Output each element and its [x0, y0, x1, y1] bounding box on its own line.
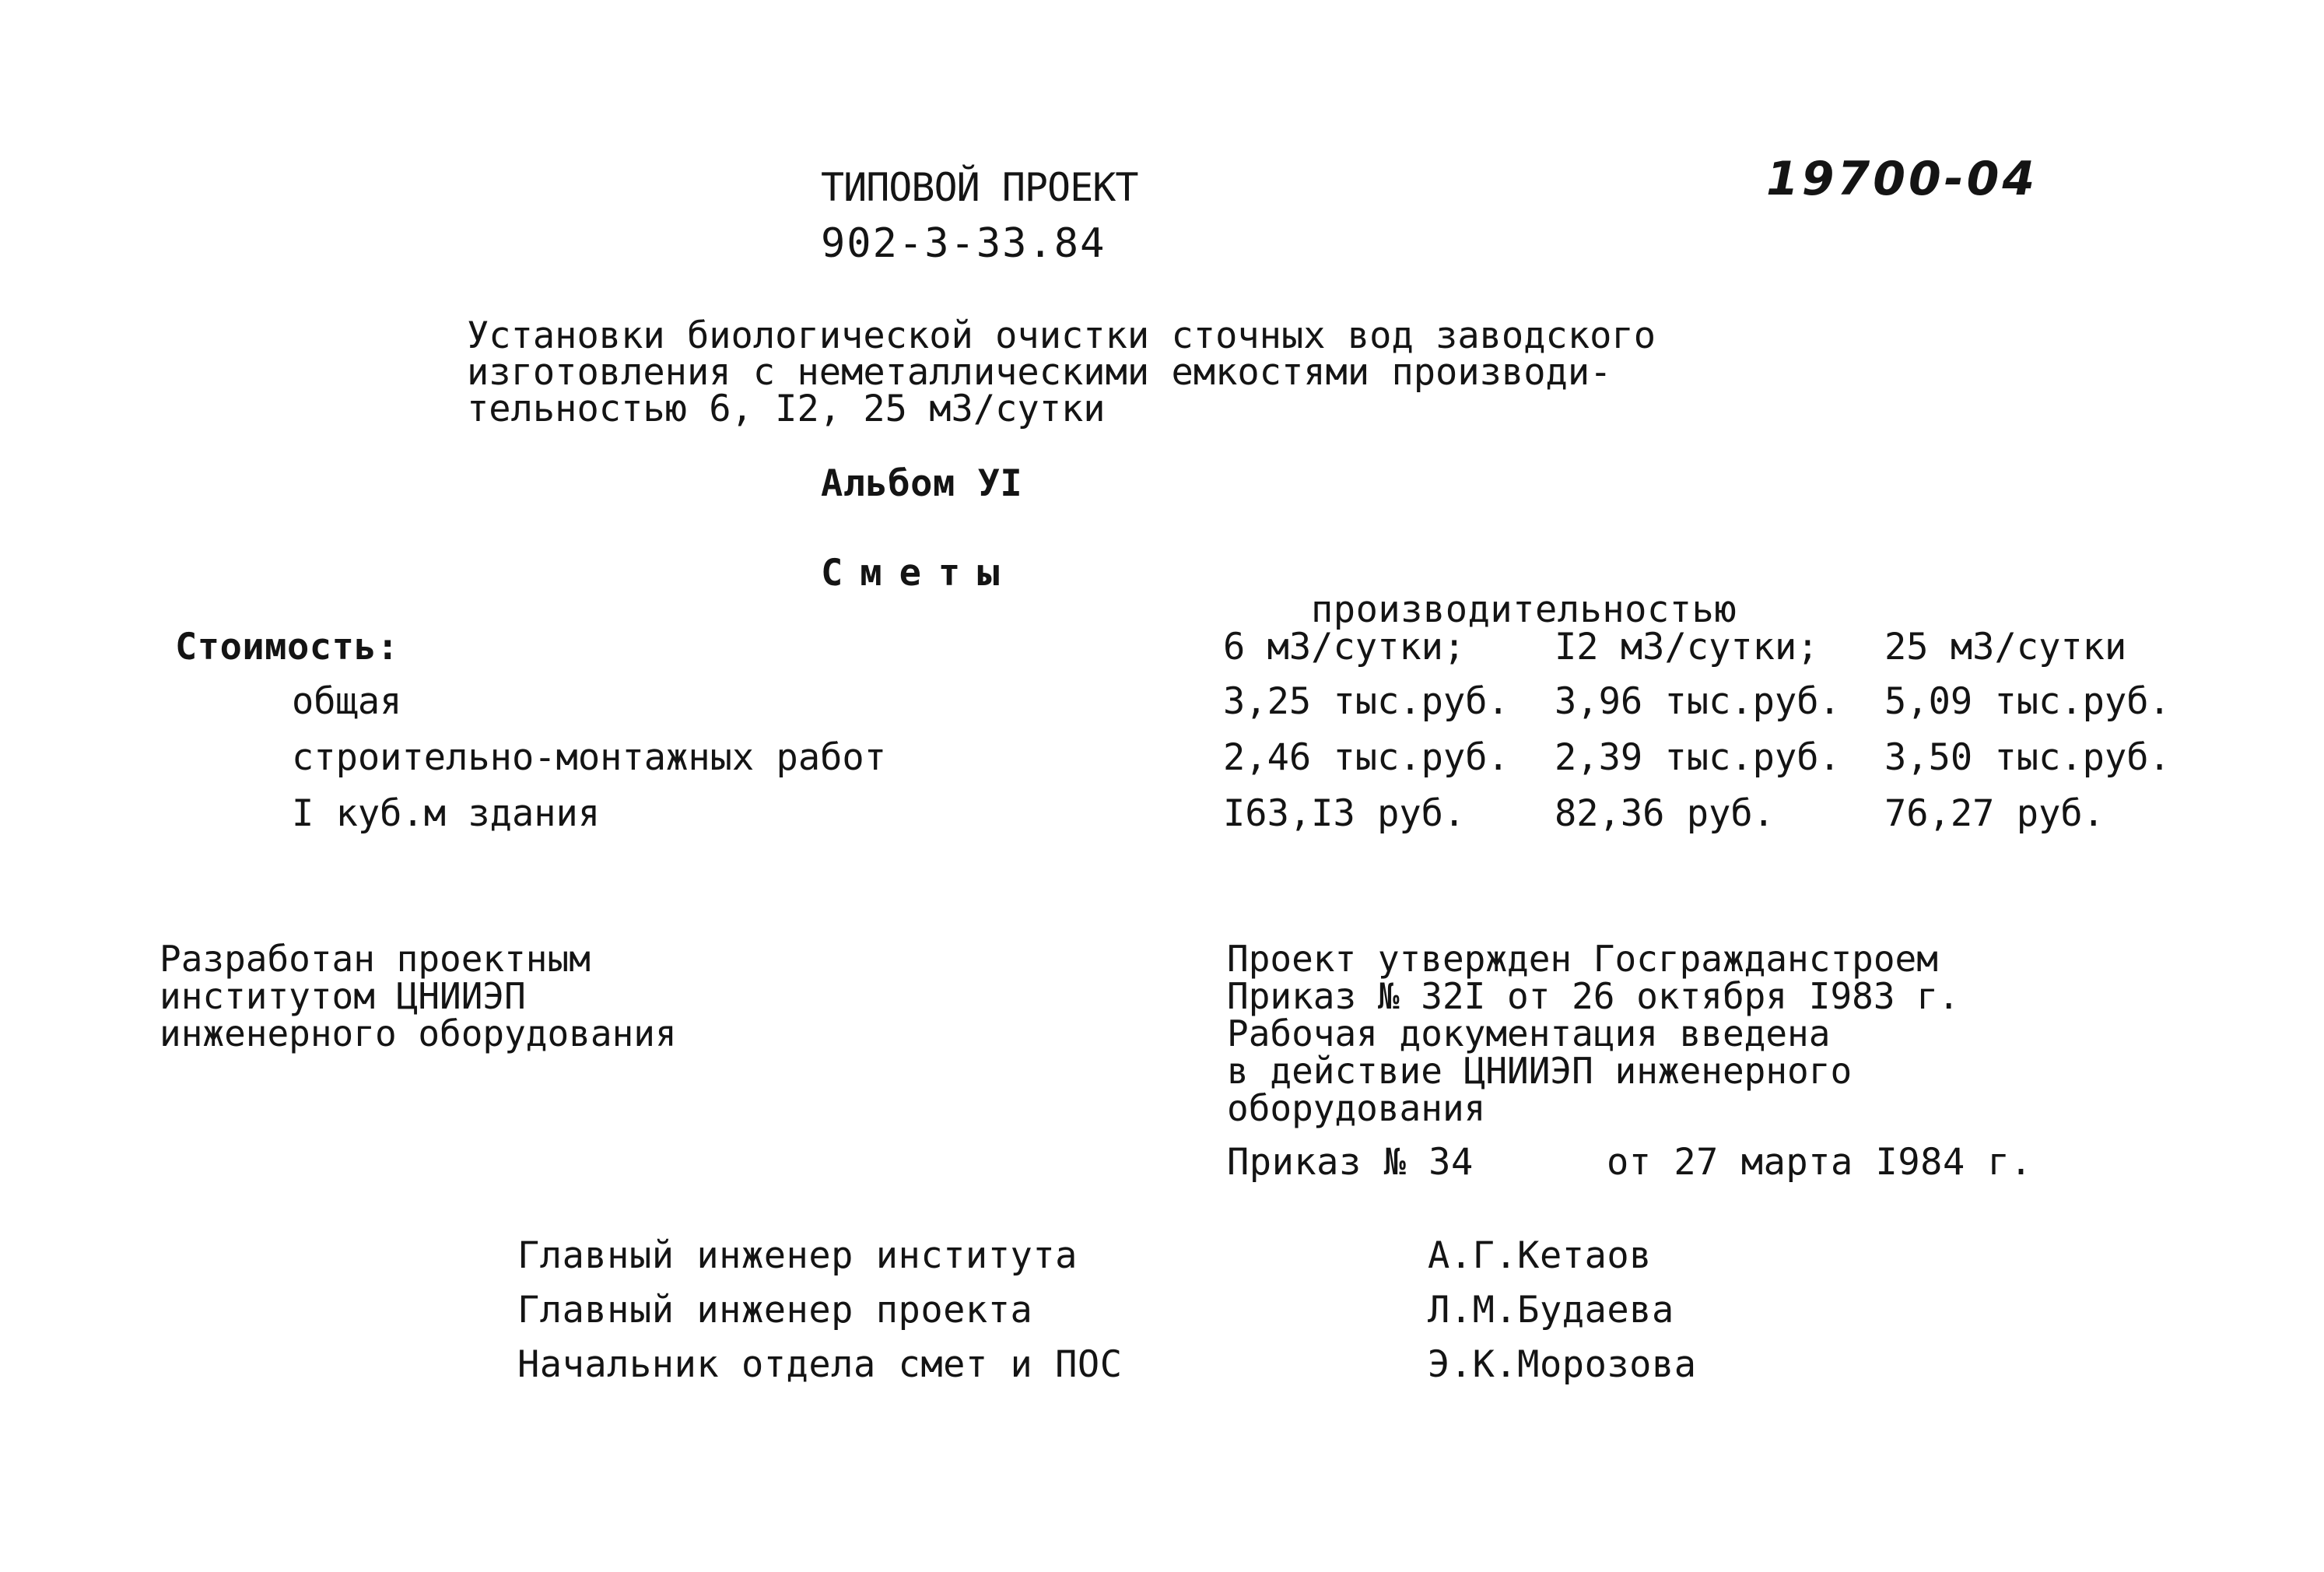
cost-cell: 3,50 тыс.руб. [1884, 736, 2171, 779]
cost-row-label: I куб.м здания [292, 792, 601, 835]
column-header-6: 6 мЗ/сутки; [1223, 626, 1466, 668]
doc-type-heading: ТИПОВОЙ ПРОЕКТ [821, 165, 1138, 210]
signature-name: А.Г.Кетаов [1428, 1234, 1652, 1277]
signature-role: Главный инженер проекта [517, 1289, 1033, 1332]
approval-line: оборудования [1227, 1087, 1486, 1129]
cost-cell: 3,25 тыс.руб. [1223, 680, 1509, 723]
approval-line: в действие ЦНИИЭП инженерного [1227, 1050, 1853, 1092]
developer-block [159, 940, 677, 1052]
signature-name: Л.М.Будаева [1428, 1289, 1674, 1332]
title-line: тельностью 6, I2, 25 мЗ/сутки [467, 388, 1106, 430]
order-date: от 27 марта I984 г. [1607, 1141, 2033, 1184]
registration-number: 19700-04 [1766, 152, 2038, 206]
cost-group-header: производительностью [1311, 588, 1737, 631]
project-number: 902-3-33.84 [821, 220, 1106, 267]
approval-block [1227, 940, 1960, 1127]
cost-cell: 5,09 тыс.руб. [1884, 680, 2171, 723]
column-header-12: I2 мЗ/сутки; [1555, 626, 1819, 668]
approval-line: Приказ № 32I от 26 октября I983 г. [1227, 975, 1960, 1017]
project-title [467, 314, 1656, 430]
album-number: Альбом УI [821, 462, 1023, 505]
signature-role: Начальник отдела смет и ПОС [517, 1343, 1123, 1386]
cost-cell: 2,39 тыс.руб. [1555, 736, 1841, 779]
order-number: Приказ № 34 [1227, 1141, 1474, 1184]
cost-row-label: строительно-монтажных работ [292, 736, 887, 779]
section-title: Сметы [821, 552, 1017, 595]
cost-row-label: общая [292, 680, 402, 723]
column-header-25: 25 мЗ/сутки [1884, 626, 2127, 668]
signature-name: Э.К.Морозова [1428, 1343, 1697, 1386]
title-line: изготовления с неметаллическими емкостями производи- [467, 351, 1612, 394]
cost-cell: 3,96 тыс.руб. [1555, 680, 1841, 723]
cost-label: Стоимость: [175, 626, 399, 668]
signature-role: Главный инженер института [517, 1234, 1078, 1277]
cost-cell: 82,36 руб. [1555, 792, 1775, 835]
developer-line: Разработан проектным [159, 938, 591, 980]
cost-cell: 76,27 руб. [1884, 792, 2105, 835]
approval-line: Рабочая документация введена [1227, 1012, 1831, 1054]
developer-line: институтом ЦНИИЭП [159, 975, 526, 1017]
title-line: Установки биологической очистки сточных вод заводского [467, 314, 1656, 357]
approval-line: Проект утвержден Госгражданстроем [1227, 938, 1938, 980]
cost-cell: I63,I3 руб. [1223, 792, 1466, 835]
developer-line: инженерного оборудования [159, 1012, 677, 1054]
cost-cell: 2,46 тыс.руб. [1223, 736, 1509, 779]
